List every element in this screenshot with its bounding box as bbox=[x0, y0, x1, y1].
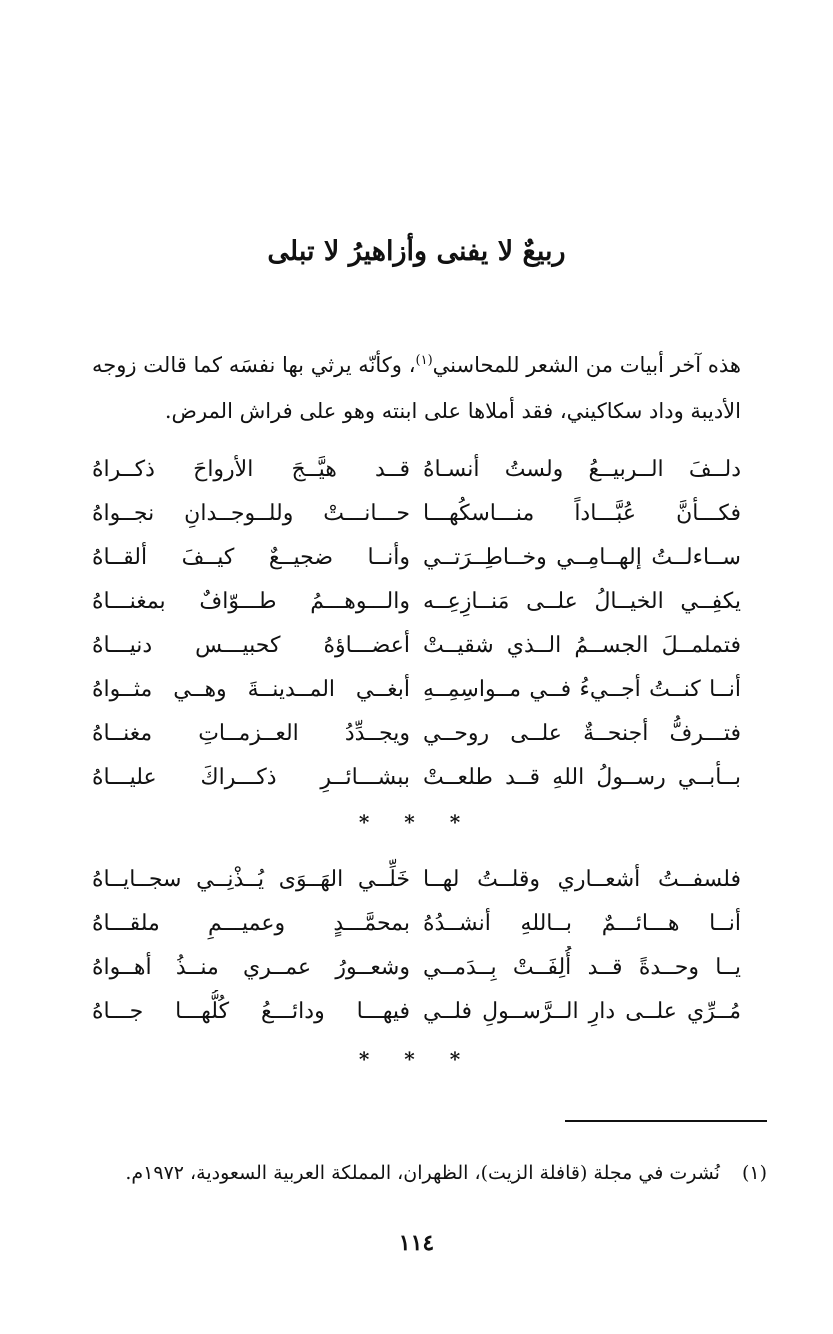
poem-stanza-1 bbox=[92, 448, 741, 800]
page-number: ١١٤ bbox=[398, 1230, 435, 1256]
verse-first-hemistich: فلسفــتُ أشعــاري وقلــتُ لهــا bbox=[423, 867, 741, 892]
verse-line bbox=[92, 902, 741, 946]
verse-first-hemistich: فتملمــلَ الجســمُ الــذي شقيــتْ bbox=[423, 633, 741, 658]
verse-line bbox=[92, 624, 741, 668]
verse-second-hemistich: والـــوهـــمُ طـــوّافٌ بمغنـــاهُ bbox=[92, 589, 410, 614]
verse-second-hemistich: بمحمَّـــدٍ وعميـــمِ ملقـــاهُ bbox=[92, 911, 410, 936]
verse-first-hemistich: فتـــرفُّ أجنحــةٌ علــى روحــي bbox=[423, 721, 741, 746]
intro-paragraph bbox=[92, 338, 741, 434]
verse-first-hemistich: بــأبــي رســولُ اللهِ قــد طلعــتْ bbox=[423, 765, 741, 790]
verse-first-hemistich: فكـــأنَّ عُبَّـــاداً منـــاسكُهـــا bbox=[423, 501, 741, 526]
verse-line bbox=[92, 580, 741, 624]
verse-second-hemistich: أبغــي المــدينــةَ وهــي مثــواهُ bbox=[92, 677, 410, 702]
verse-line bbox=[92, 990, 741, 1034]
stanza-separator: * * * bbox=[358, 810, 475, 834]
verse-second-hemistich: فيهـــا ودائـــعُ كُلُّهـــا جـــاهُ bbox=[92, 999, 410, 1024]
verse-second-hemistich: وشعــورُ عمــري منــذُ أهــواهُ bbox=[92, 955, 410, 980]
verse-first-hemistich: مُــرِّي علــى دارِ الــرَّســولِ فلــي bbox=[423, 999, 741, 1024]
verse-line bbox=[92, 712, 741, 756]
footnote-reference: (١) bbox=[415, 353, 433, 368]
verse-line bbox=[92, 536, 741, 580]
verse-first-hemistich: يكفِــي الخيــالُ علــى مَنــازِعِــه bbox=[423, 589, 741, 614]
footnote-divider bbox=[565, 1120, 767, 1122]
verse-first-hemistich: ســاءلــتُ إلهــامِــي وخــاطِــرَتــي bbox=[423, 545, 741, 570]
intro-text-continued: ، وكأنّه يرثي بها نفسَه كما قالت زوجه الأديبة وداد سكاكيني، فقد أملاها على ابنته وهو على فراش المرض. bbox=[92, 353, 741, 423]
verse-second-hemistich: حـــانـــتْ وللــوجــدانِ نجــواهُ bbox=[92, 501, 410, 526]
verse-line bbox=[92, 448, 741, 492]
verse-second-hemistich: وأنــا ضجيــعٌ كيــفَ ألقــاهُ bbox=[92, 545, 410, 570]
intro-text: هذه آخر أبيات من الشعر للمحاسني bbox=[432, 353, 741, 377]
verse-first-hemistich: يــا وحــدةً قــد أُلِفَــتْ بِــدَمــي bbox=[423, 955, 741, 980]
verse-line bbox=[92, 668, 741, 712]
verse-second-hemistich: ببشـــائــرِ ذكـــراكَ عليـــاهُ bbox=[92, 765, 410, 790]
footnote-number: (١) bbox=[741, 1162, 767, 1184]
verse-line bbox=[92, 492, 741, 536]
poem-stanza-2 bbox=[92, 858, 741, 1034]
verse-first-hemistich: دلــفَ الــربيــعُ ولستُ أنسـاهُ bbox=[423, 457, 741, 482]
poem-title: ربيعٌ لا يفنى وأزاهيرُ لا تبلى bbox=[267, 236, 566, 267]
verse-second-hemistich: ويجــدِّدُ العــزمــاتِ مغنــاهُ bbox=[92, 721, 410, 746]
verse-second-hemistich: أعضـــاؤهُ كحبيـــس دنيـــاهُ bbox=[92, 633, 410, 658]
footnote-text: نُشرت في مجلة (قافلة الزيت)، الظهران، المملكة العربية السعودية، ١٩٧٢م. bbox=[125, 1162, 720, 1184]
verse-line bbox=[92, 756, 741, 800]
footnote bbox=[66, 1156, 767, 1190]
stanza-separator: * * * bbox=[358, 1047, 475, 1071]
verse-second-hemistich: خَلِّــي الهَــوَى يُــذْنِــي سجــايــاهُ bbox=[92, 867, 410, 892]
verse-second-hemistich: قــد هيَّــجَ الأرواحَ ذكــراهُ bbox=[92, 457, 410, 482]
verse-first-hemistich: أنــا كنــتُ أجــيءُ فــي مــواسِمِــهِ bbox=[423, 677, 741, 702]
verse-first-hemistich: أنــا هـــائـــمٌ بــاللهِ أنشــدُهُ bbox=[423, 911, 741, 936]
verse-line bbox=[92, 946, 741, 990]
verse-line bbox=[92, 858, 741, 902]
